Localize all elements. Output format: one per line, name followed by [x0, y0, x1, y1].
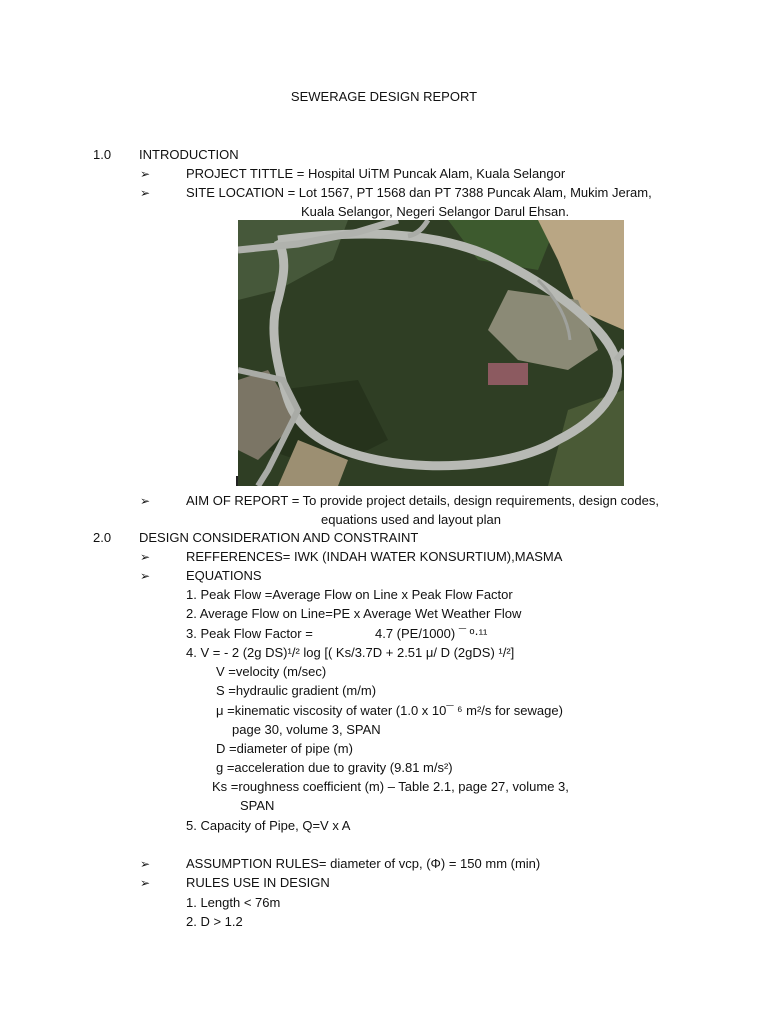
equations-heading: EQUATIONS: [186, 568, 262, 583]
photo-edge-marker: [236, 476, 238, 486]
equation-5: 5. Capacity of Pipe, Q=V x A: [186, 818, 351, 833]
report-title: SEWERAGE DESIGN REPORT: [290, 89, 478, 104]
bullet-arrow-icon: ➢: [140, 550, 151, 564]
definition-viscosity: μ =kinematic viscosity of water (1.0 x 10¯ ⁶ m²/s for sewage): [216, 703, 563, 718]
bullet-arrow-icon: ➢: [140, 857, 151, 871]
aim-line-1: AIM OF REPORT = To provide project details, design requirements, design codes,: [186, 493, 659, 508]
section-heading-design: DESIGN CONSIDERATION AND CONSTRAINT: [139, 530, 419, 545]
design-rules-heading: RULES USE IN DESIGN: [186, 875, 330, 890]
equation-3-label: 3. Peak Flow Factor =: [186, 626, 313, 641]
definition-viscosity-reference: page 30, volume 3, SPAN: [232, 722, 381, 737]
section-number-intro: 1.0: [93, 147, 112, 162]
bullet-arrow-icon: ➢: [140, 186, 151, 200]
bullet-arrow-icon: ➢: [140, 494, 151, 508]
design-rule-2: 2. D > 1.2: [186, 914, 243, 929]
bullet-arrow-icon: ➢: [140, 569, 151, 583]
definition-diameter: D =diameter of pipe (m): [216, 741, 353, 756]
equation-4: 4. V = - 2 (2g DS)¹/² log [( Ks/3.7D + 2.51 μ/ D (2gDS) ¹/²]: [186, 645, 515, 660]
definition-roughness-reference: SPAN: [240, 798, 275, 813]
definition-hydraulic-gradient: S =hydraulic gradient (m/m): [216, 683, 377, 698]
site-location-line-1: SITE LOCATION = Lot 1567, PT 1568 dan PT 7388 Puncak Alam, Mukim Jeram,: [186, 185, 652, 200]
project-title-line: PROJECT TITTLE = Hospital UiTM Puncak Alam, Kuala Selangor: [186, 166, 566, 181]
bullet-arrow-icon: ➢: [140, 876, 151, 890]
bullet-arrow-icon: ➢: [140, 167, 151, 181]
definition-gravity: g =acceleration due to gravity (9.81 m/s²): [216, 760, 453, 775]
equation-2: 2. Average Flow on Line=PE x Average Wet Weather Flow: [186, 606, 522, 621]
site-aerial-photo: [238, 220, 624, 486]
references-line: REFFERENCES= IWK (INDAH WATER KONSURTIUM),MASMA: [186, 549, 563, 564]
section-heading-intro: INTRODUCTION: [139, 147, 239, 162]
equation-3-formula: 4.7 (PE/1000) ¯ º·¹¹: [375, 626, 488, 641]
definition-velocity: V =velocity (m/sec): [216, 664, 327, 679]
section-number-design: 2.0: [93, 530, 112, 545]
definition-roughness: Ks =roughness coefficient (m) – Table 2.1, page 27, volume 3,: [212, 779, 569, 794]
assumption-rules-line: ASSUMPTION RULES= diameter of vcp, (Φ) = 150 mm (min): [186, 856, 541, 871]
design-rule-1: 1. Length < 76m: [186, 895, 281, 910]
equation-1: 1. Peak Flow =Average Flow on Line x Peak Flow Factor: [186, 587, 513, 602]
site-location-line-2: Kuala Selangor, Negeri Selangor Darul Ehsan.: [301, 204, 570, 219]
aim-line-2: equations used and layout plan: [321, 512, 501, 527]
